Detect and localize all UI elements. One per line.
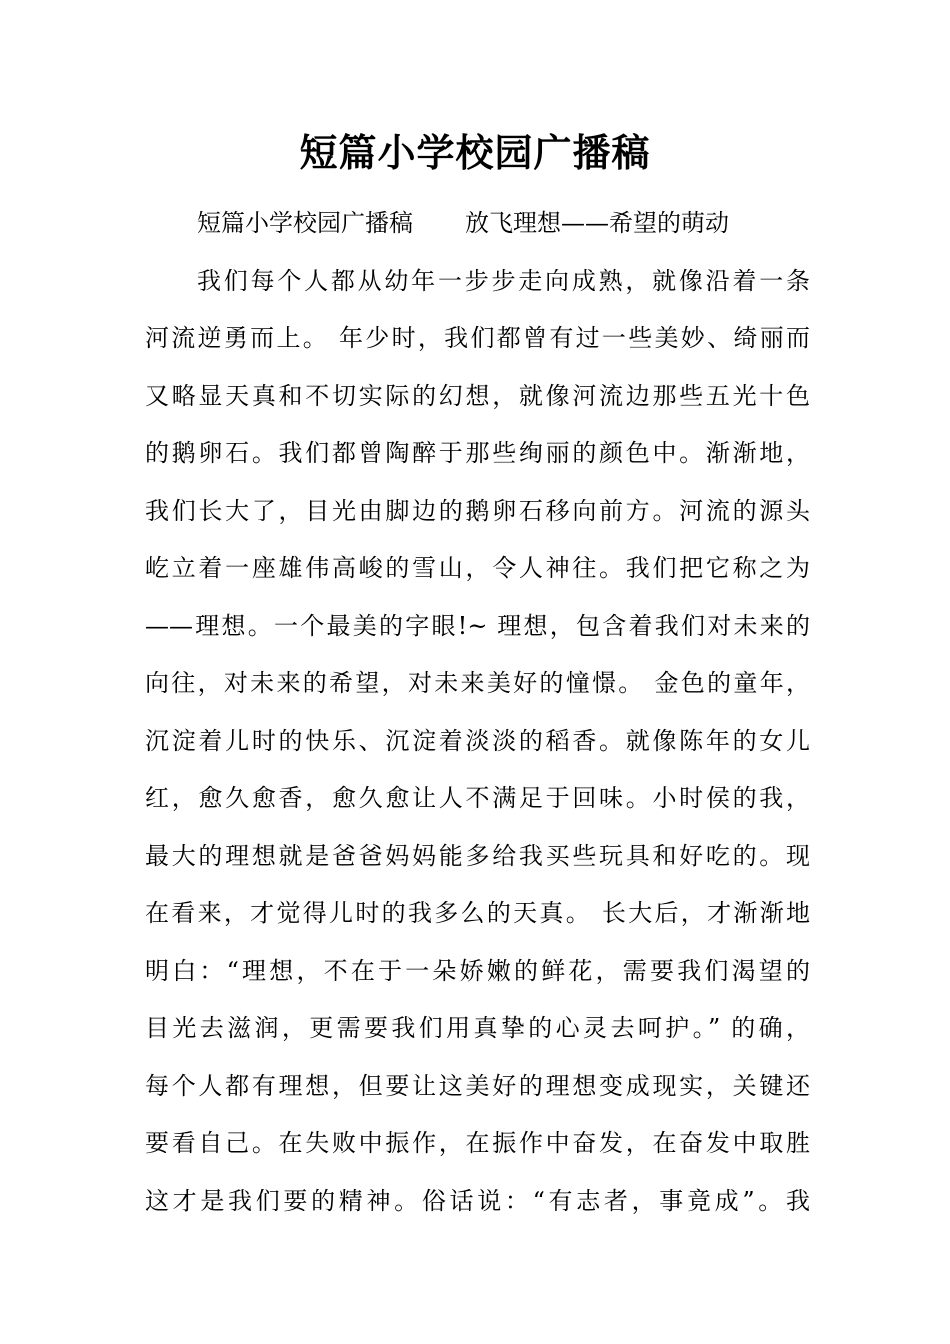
paragraph-line: ——理想。一个最美的字眼!~ 理想，包含着我们对未来的 [145, 611, 810, 640]
paragraph-line: 每个人都有理想，但要让这美好的理想变成现实，关键还 [145, 1071, 810, 1100]
paragraph-line: 我们每个人都从幼年一步步走向成熟，就像沿着一条 [197, 266, 810, 295]
paragraph-line: 在看来，才觉得儿时的我多么的天真。 长大后，才渐渐地 [145, 899, 810, 927]
paragraph-line: 屹立着一座雄伟高峻的雪山，令人神往。我们把它称之为 [145, 554, 810, 582]
paragraph-line: 明白：“理想，不在于一朵娇嫩的鲜花，需要我们渴望的 [145, 956, 810, 985]
paragraph-line: 向往，对未来的希望，对未来美好的憧憬。 金色的童年， [145, 669, 810, 697]
paragraph-line: 沉淀着儿时的快乐、沉淀着淡淡的稻香。就像陈年的女儿 [145, 726, 810, 755]
paragraph-line: 又略显天真和不切实际的幻想，就像河流边那些五光十色 [145, 381, 810, 410]
document-body [145, 195, 810, 1230]
paragraph-line: 要看自己。在失败中振作，在振作中奋发，在奋发中取胜 [145, 1129, 810, 1157]
paragraph-line: 红，愈久愈香，愈久愈让人不满足于回味。小时侯的我， [145, 784, 810, 812]
paragraph-line: 这才是我们要的精神。俗话说：“有志者，事竟成”。我 [145, 1186, 810, 1215]
paragraph-line: 河流逆勇而上。 年少时，我们都曾有过一些美妙、绮丽而 [145, 324, 810, 352]
document-title: 短篇小学校园广播稿 [299, 130, 651, 175]
subtitle-part-2: 放飞理想——希望的萌动 [465, 209, 729, 237]
paragraph-line: 目光去滋润，更需要我们用真挚的心灵去呵护。” 的确， [145, 1014, 810, 1042]
paragraph-line: 最大的理想就是爸爸妈妈能多给我买些玩具和好吃的。现 [145, 841, 810, 870]
subtitle-line [145, 195, 810, 253]
paragraph-line: 我们长大了，目光由脚边的鹅卵石移向前方。河流的源头 [145, 496, 810, 525]
paragraph-line: 的鹅卵石。我们都曾陶醉于那些绚丽的颜色中。渐渐地， [145, 439, 810, 467]
subtitle-part-1: 短篇小学校园广播稿 [197, 209, 413, 237]
